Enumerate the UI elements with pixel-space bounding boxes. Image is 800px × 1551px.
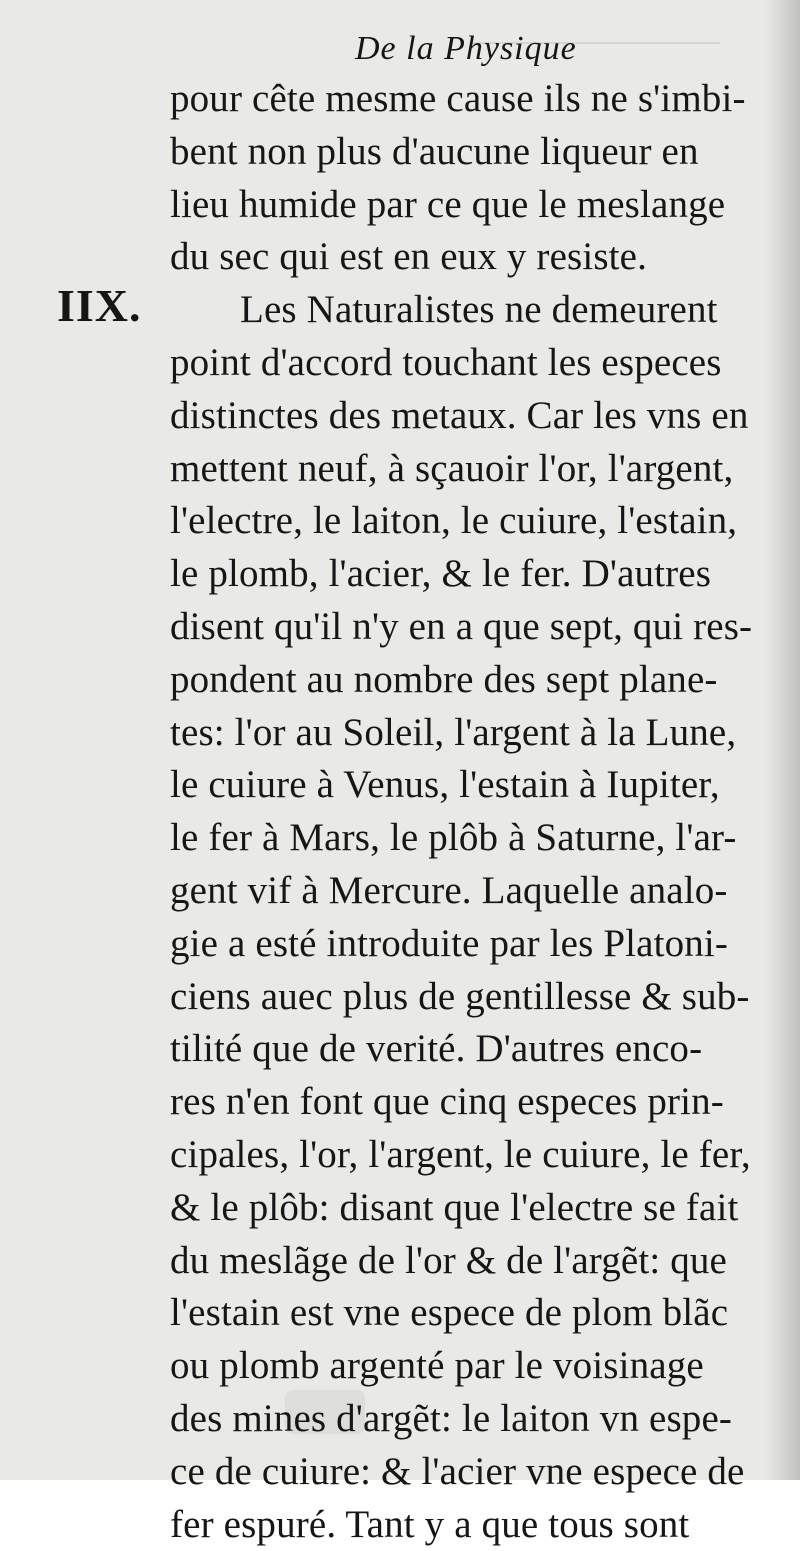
text-line: ce de cuiure: & l'acier vne espece de [170, 1449, 745, 1493]
text-line: cipales, l'or, l'argent, le cuiure, le fer, [170, 1132, 751, 1176]
page-edge-shadow [766, 0, 800, 1480]
text-line: gie a esté introduite par les Platoni- [170, 921, 729, 965]
text-line: & le plôb: disant que l'electre se fait [170, 1185, 739, 1229]
text-line: tes: l'or au Soleil, l'argent à la Lune, [170, 710, 737, 754]
text-line: distinctes des metaux. Car les vns en [170, 393, 749, 437]
text-line: du sec qui est en eux y resiste. [170, 235, 648, 279]
text-line: le fer à Mars, le plôb à Saturne, l'ar- [170, 816, 737, 860]
text-line: point d'accord touchant les especes [170, 340, 722, 384]
text-line: ou plomb argenté par le voisinage [170, 1344, 704, 1388]
marginal-section-number: IIX. [57, 280, 142, 331]
text-line: fer espuré. Tant y a que tous sont [170, 1502, 690, 1546]
text-line: pondent au nombre des sept plane- [170, 657, 718, 701]
text-line: gent vif à Mercure. Laquelle analo- [170, 868, 728, 912]
text-line: ciens auec plus de gentillesse & sub- [170, 974, 750, 1018]
text-line: pour cête mesme cause ils ne s'imbi- [170, 77, 746, 120]
text-line: des mines d'argẽt: le laiton vn espe- [170, 1396, 733, 1440]
text-line: le cuiure à Venus, l'estain à Iupiter, [170, 763, 720, 807]
text-line: l'electre, le laiton, le cuiure, l'estain, [170, 499, 738, 543]
running-title: De la Physique [355, 30, 577, 67]
text-line: Les Naturalistes ne demeurent [240, 288, 718, 332]
text-line: bent non plus d'aucune liqueur en [170, 129, 699, 173]
text-line: disent qu'il n'y en a que sept, qui res- [170, 604, 753, 648]
text-line: lieu humide par ce que le meslange [170, 182, 726, 226]
body-text [170, 73, 760, 1551]
text-line: du meslãge de l'or & de l'argẽt: que [170, 1238, 727, 1282]
text-line: l'estain est vne espece de plom blãc [170, 1291, 729, 1335]
text-line: mettent neuf, à sçauoir l'or, l'argent, [170, 446, 734, 490]
text-line: le plomb, l'acier, & le fer. D'autres [170, 552, 712, 596]
text-line: res n'en font que cinq especes prin- [170, 1080, 724, 1124]
text-line: tilité que de verité. D'autres enco- [170, 1027, 703, 1071]
